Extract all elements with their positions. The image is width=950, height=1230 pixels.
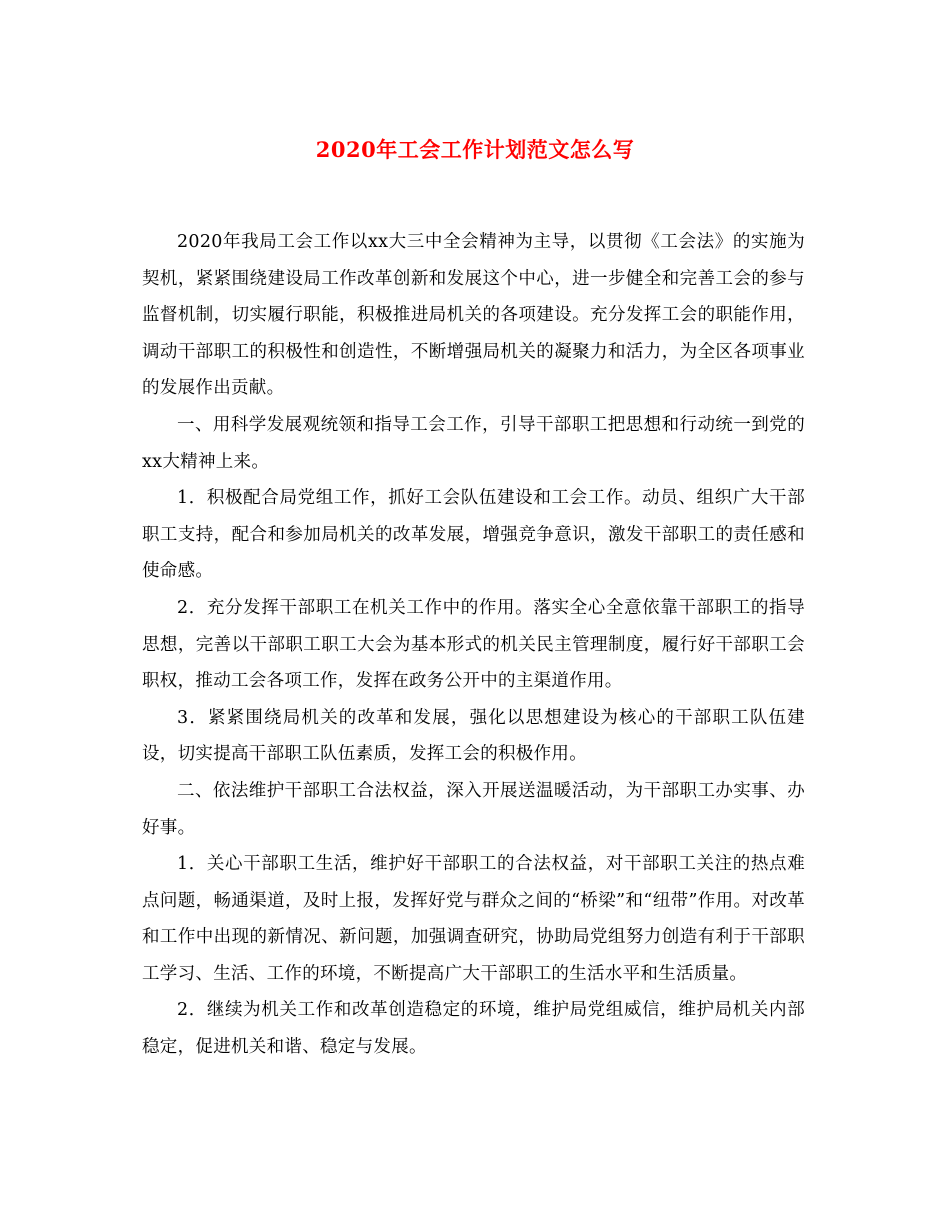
section-2-item-2: 2．继续为机关工作和改革创造稳定的环境，维护局党组威信，维护局机关内部稳定，促进机关和谐、稳定与发展。 bbox=[142, 1000, 805, 1058]
intro-paragraph: 2020年我局工会工作以xx大三中全会精神为主导，以贯彻《工会法》的实施为契机，紧紧围绕建设局工作改革创新和发展这个中心，进一步健全和完善工会的参与监督机制，切实履行职能，积极推进局机关的各项建设。充分发挥工会的职能作用，调动干部职工的积极性和创造性，不断增强局机关的凝聚力和活力，为全区各项事业的发展作出贡献。 bbox=[142, 232, 805, 399]
document-title: 2020年工会工作计划范文怎么写 bbox=[315, 137, 635, 162]
section-2-item-1: 1．关心干部职工生活，维护好干部职工的合法权益，对干部职工关注的热点难点问题，畅通渠道，及时上报，发挥好党与群众之间的“桥梁”和“纽带”作用。对改革和工作中出现的新情况、新问题，加强调查研究，协助局党组努力创造有利于干部职工学习、生活、工作的环境，不断提高广大干部职工的生活水平和生活质量。 bbox=[142, 854, 805, 984]
section-1-item-1: 1．积极配合局党组工作，抓好工会队伍建设和工会工作。动员、组织广大干部职工支持，配合和参加局机关的改革发展，增强竞争意识，激发干部职工的责任感和使命感。 bbox=[142, 488, 805, 582]
section-heading-2: 二、依法维护干部职工合法权益，深入开展送温暖活动，为干部职工办实事、办好事。 bbox=[142, 780, 805, 838]
section-heading-1: 一、用科学发展观统领和指导工会工作，引导干部职工把思想和行动统一到党的xx大精神上来。 bbox=[142, 414, 805, 472]
section-1-item-2: 2．充分发挥干部职工在机关工作中的作用。落实全心全意依靠干部职工的指导思想，完善以干部职工职工大会为基本形式的机关民主管理制度，履行好干部职工会职权，推动工会各项工作，发挥在政务公开中的主渠道作用。 bbox=[142, 597, 805, 692]
section-1-item-3: 3．紧紧围绕局机关的改革和发展，强化以思想建设为核心的干部职工队伍建设，切实提高干部职工队伍素质，发挥工会的积极作用。 bbox=[142, 707, 805, 765]
document-body bbox=[142, 224, 805, 1066]
